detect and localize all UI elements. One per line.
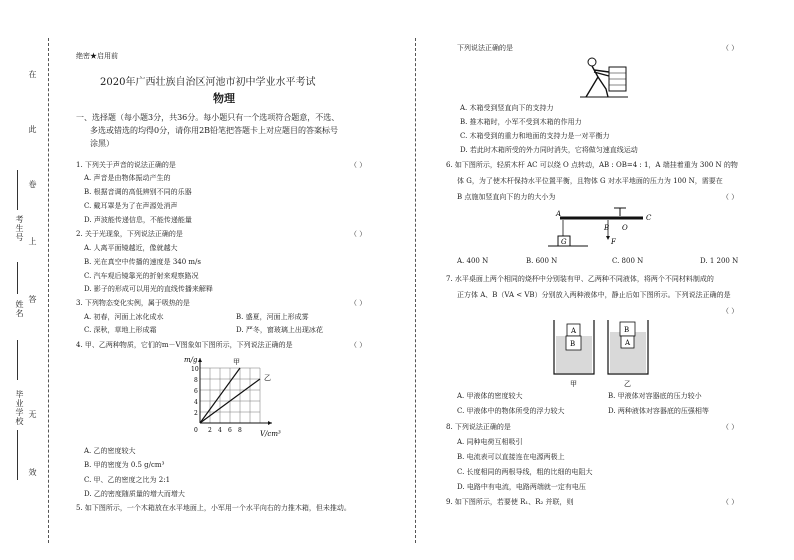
label-c: C (646, 214, 652, 222)
label-yi: 乙 (624, 380, 631, 388)
label-a-yi: A (625, 339, 631, 347)
q8-option-b: B. 电流表可以直接连在电源两极上 (457, 453, 565, 461)
q7-answer-paren: （ ） (722, 307, 739, 315)
y-tick-8: 8 (194, 377, 198, 384)
q3-stem: 3. 下列物态变化实例，属于吸热的是 (76, 299, 190, 307)
y-tick-2: 2 (194, 410, 198, 417)
seal-char-5: 答 (28, 295, 37, 304)
q5-option-a: A. 木箱受到竖直向下的支持力 (460, 104, 554, 112)
field-name: 姓名 (15, 300, 24, 318)
q8-answer-paren: （ ） (722, 423, 739, 431)
seal-char-7: 效 (28, 468, 37, 477)
label-jia: 甲 (233, 358, 240, 366)
y-tick-10: 10 (191, 366, 199, 373)
q6-option-d: D. 1 200 N (700, 257, 739, 265)
field-line-1 (17, 170, 18, 210)
q6-stem-3: B 点施加竖直向下的力的大小为 (457, 193, 556, 201)
q8-option-c: C. 长度相同的两根导线，粗的比细的电阻大 (457, 468, 593, 476)
q1-answer-paren: （ ） (350, 161, 367, 169)
q6-option-a: A. 400 N (457, 257, 489, 265)
q7-option-d: D. 两种液体对容器底的压强相等 (608, 407, 709, 415)
field-school: 毕业学校 (15, 390, 24, 426)
exam-title: 2020年广西壮族自治区河池市初中学业水平考试 (100, 77, 316, 88)
q5-answer-paren: （ ） (722, 44, 739, 52)
q3-option-a: A. 初春，河面上冰化成水 (84, 313, 164, 321)
q6-option-b: B. 600 N (526, 257, 558, 265)
label-g: G (561, 238, 567, 246)
q1-option-d: D. 声波能传递信息，不能传递能量 (84, 216, 192, 224)
q4-answer-paren: （ ） (350, 341, 367, 349)
q7-option-a: A. 甲液体的密度较大 (457, 392, 523, 400)
q4-option-b: B. 甲的密度为 0.5 g/cm³ (84, 461, 165, 469)
secret-label: 绝密★启用前 (76, 52, 118, 60)
beakers-figure (550, 318, 660, 388)
x-tick-8: 8 (238, 427, 242, 434)
q1-option-b: B. 根据音调的高低辨别不同的乐器 (84, 188, 192, 196)
origin-label: 0 (194, 427, 198, 434)
label-a-jia: A (571, 327, 577, 335)
section-heading-2: 多选或错选的均得0分，请你用2B铅笔把答题卡上对应题目的答案标号 (90, 126, 339, 135)
label-b: B (604, 224, 610, 232)
lever-figure (548, 208, 658, 256)
seal-char-1: 在 (28, 70, 37, 79)
binding-dashed-line (48, 38, 49, 543)
q5-option-c: C. 木箱受到的重力和地面的支持力是一对平衡力 (460, 132, 610, 140)
label-b-yi: B (624, 326, 630, 334)
q6-option-c: C. 800 N (612, 257, 644, 265)
column-divider (415, 38, 416, 543)
x-tick-6: 6 (228, 427, 232, 434)
q1-option-c: C. 戴耳罩是为了在声源处消声 (84, 202, 178, 210)
q2-option-a: A. 人离平面镜越近，像就越大 (84, 244, 178, 252)
q5-stem: 5. 如下图所示，一个木箱放在水平地面上，小军用一个水平向右的力推木箱，但未推动。 (76, 504, 351, 512)
graph-y-label: m/g (184, 356, 198, 364)
q3-answer-paren: （ ） (350, 299, 367, 307)
seal-char-2: 此 (28, 125, 37, 134)
q2-answer-paren: （ ） (350, 230, 367, 238)
label-jia: 甲 (570, 380, 577, 388)
graph-x-label: V/cm³ (260, 430, 281, 438)
x-tick-4: 4 (218, 427, 222, 434)
q1-stem: 1. 下列关于声音的说法正确的是 (76, 161, 176, 169)
q7-stem-2: 正方体 A、B（VA < VB）分别放入两种液体中，静止后如下图所示。下列说法正确的是 (457, 291, 731, 299)
boy-pushing-box-figure (578, 55, 628, 101)
section-heading-3: 涂黑） (90, 139, 114, 148)
q5-option-b: B. 推木箱时，小军不受到木箱的作用力 (460, 118, 582, 126)
q8-option-a: A. 同种电荷互相吸引 (457, 438, 523, 446)
label-b-jia: B (570, 340, 576, 348)
m-v-graph (182, 352, 282, 444)
seal-char-3: 卷 (28, 180, 37, 189)
field-exam-number: 考生号 (15, 215, 24, 242)
q6-stem: 6. 如下图所示，轻质木杆 AC 可以绕 O 点转动，AB : OB=4 : 1，A 端挂着重为 300 N 的物 (446, 161, 738, 169)
q5-stem-continued: 下列说法正确的是 (457, 44, 513, 52)
q3-option-c: C. 深秋，草地上形成霜 (84, 326, 157, 334)
label-yi: 乙 (264, 374, 271, 382)
y-tick-6: 6 (194, 388, 198, 395)
q7-option-c: C. 甲液体中的物体所受的浮力较大 (457, 407, 565, 415)
q2-option-c: C. 汽车观后镜靠光的折射来观察路况 (84, 272, 199, 280)
q6-stem-2: 体 G，为了使木杆保持水平位置平衡，且物体 G 对水平地面的压力为 100 N，需要在 (457, 177, 723, 185)
y-tick-4: 4 (194, 399, 198, 406)
q9-answer-paren: （ ） (722, 498, 739, 506)
q5-option-d: D. 若此时木箱所受的外力同时消失，它将做匀速直线运动 (460, 146, 638, 154)
x-tick-2: 2 (208, 427, 212, 434)
q2-stem: 2. 关于光现象，下列说法正确的是 (76, 230, 183, 238)
seal-char-4: 上 (28, 237, 37, 246)
q2-option-d: D. 影子的形成可以用光的直线传播来解释 (84, 285, 213, 293)
q8-stem: 8. 下列说法正确的是 (446, 423, 511, 431)
q8-option-d: D. 电路中有电流，电路两端就一定有电压 (457, 483, 586, 491)
field-line-3 (17, 340, 18, 380)
subject-title: 物理 (213, 92, 235, 105)
boy-head (588, 58, 596, 66)
q3-option-d: D. 严冬，窗玻璃上出现冰花 (236, 326, 323, 334)
q7-option-b: B. 甲液体对容器底的压力较小 (608, 392, 702, 400)
q9-stem: 9. 如下图所示，若要使 R₁、R₂ 并联，则 (446, 498, 574, 506)
q6-answer-paren: （ ） (722, 193, 739, 201)
q2-option-b: B. 光在真空中传播的速度是 340 m/s (84, 258, 201, 266)
label-f: F (611, 238, 616, 246)
field-line-4 (17, 430, 18, 480)
seal-char-6: 无 (28, 410, 37, 419)
q4-option-a: A. 乙的密度较大 (84, 447, 136, 455)
q1-option-a: A. 声音是由物体振动产生的 (84, 174, 171, 182)
label-a: A (556, 210, 562, 218)
q4-option-c: C. 甲、乙的密度之比为 2:1 (84, 476, 171, 484)
q4-option-d: D. 乙的密度随质量的增大而增大 (84, 490, 185, 498)
label-o: O (622, 224, 628, 232)
field-line-2 (17, 262, 18, 294)
q3-option-b: B. 盛夏，河面上形成雾 (236, 313, 309, 321)
q7-stem: 7. 水平桌面上两个相同的烧杯中分别装有甲、乙两种不同液体，将两个不同材料制成的 (446, 275, 714, 283)
section-heading: 一、选择题（每小题3分，共36分。每小题只有一个选项符合题意，不选、 (76, 113, 340, 122)
boy-body (586, 66, 609, 97)
q4-stem: 4. 甲、乙两种物质，它们的m－V图象如下图所示，下列说法正确的是 (76, 341, 293, 349)
